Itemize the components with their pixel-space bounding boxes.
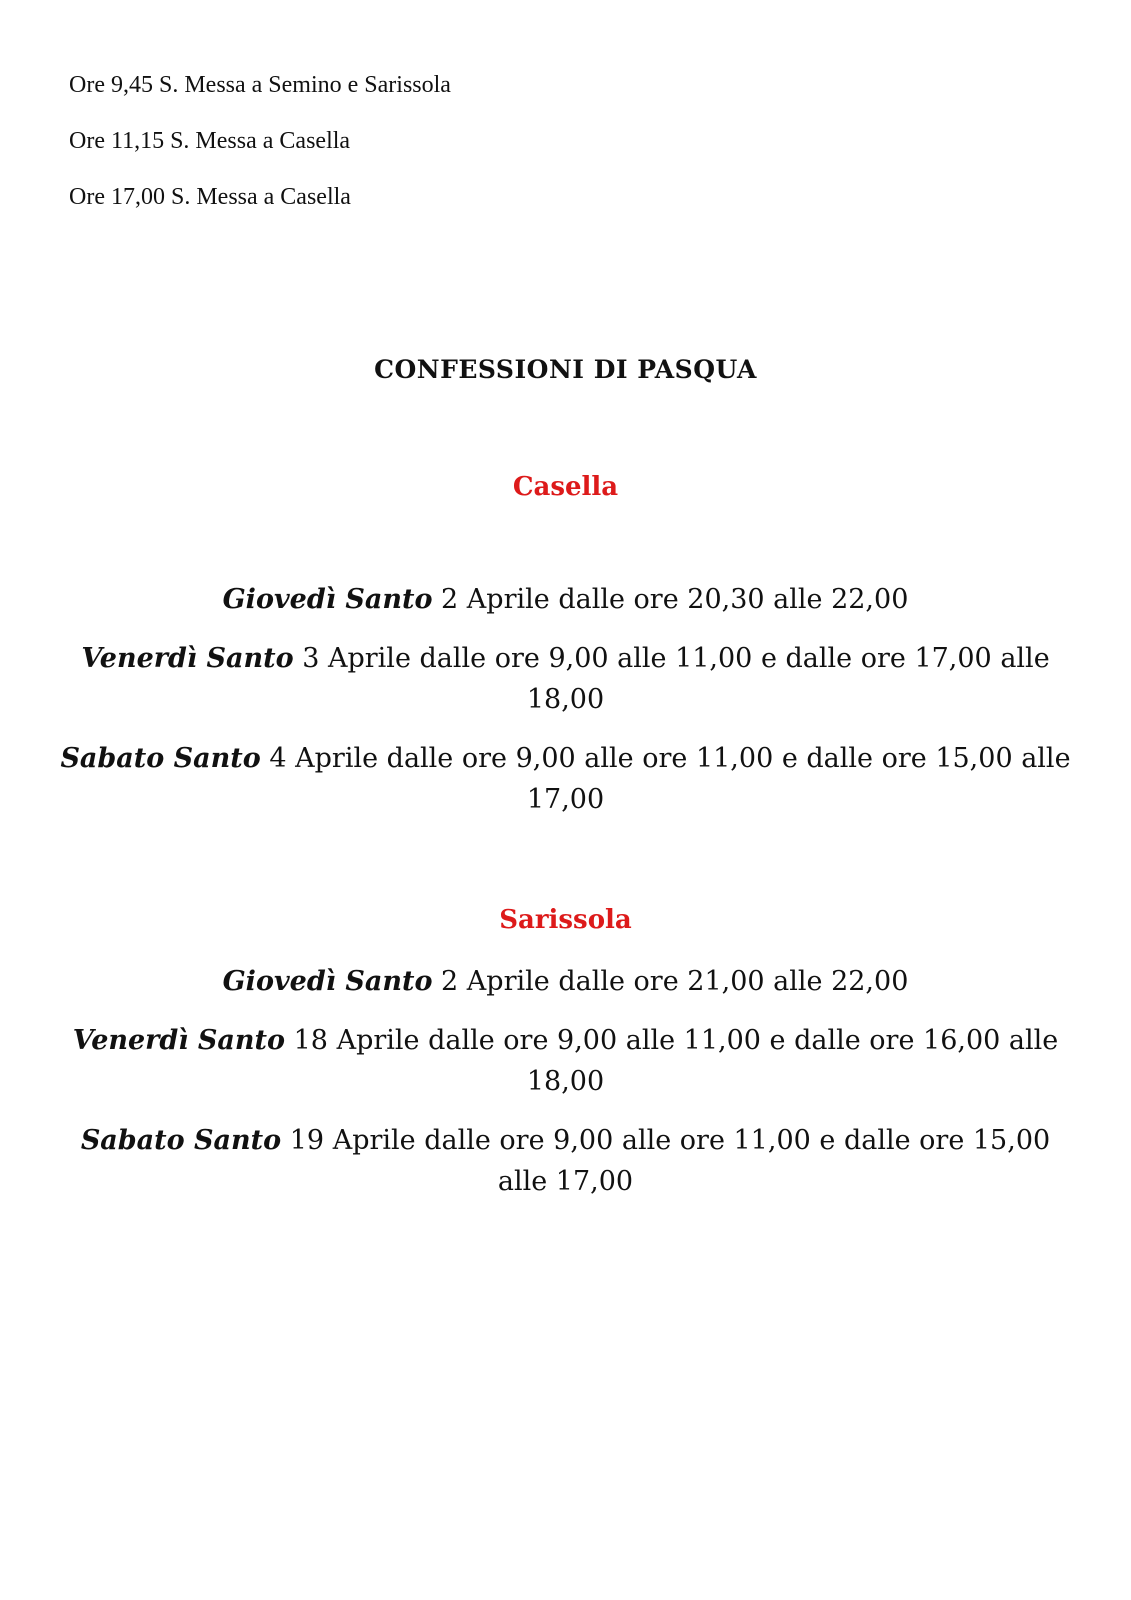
page-title: CONFESSIONI DI PASQUA — [374, 355, 757, 384]
entry-day: Giovedì Santo — [222, 584, 433, 615]
confession-entry — [60, 579, 1071, 620]
entry-day: Venerdì Santo — [72, 1025, 286, 1056]
entry-day: Sabato Santo — [80, 1125, 282, 1156]
section-heading-casella: Casella — [512, 472, 619, 502]
entry-time: 2 Aprile dalle ore 21,00 alle 22,00 — [432, 966, 909, 997]
entry-day: Sabato Santo — [60, 743, 261, 774]
entry-time: 18 Aprile dalle ore 9,00 alle 11,00 e dalle ore 16,00 alle 18,00 — [285, 1025, 1059, 1097]
confession-entry — [60, 1120, 1071, 1202]
confession-entry — [60, 961, 1071, 1002]
entry-time: 4 Aprile dalle ore 9,00 alle ore 11,00 e dalle ore 15,00 alle 17,00 — [260, 743, 1071, 815]
confession-entry — [60, 638, 1071, 720]
casella-confession-list — [60, 579, 1071, 838]
section-heading-sarissola: Sarissola — [499, 905, 632, 935]
mass-line: Ore 17,00 S. Messa a Casella — [69, 184, 351, 210]
sarissola-confession-list — [60, 961, 1071, 1220]
entry-day: Venerdì Santo — [81, 643, 294, 674]
mass-schedule — [69, 70, 451, 238]
entry-day: Giovedì Santo — [222, 966, 433, 997]
entry-time: 19 Aprile dalle ore 9,00 alle ore 11,00 e dalle ore 15,00 alle 17,00 — [281, 1125, 1051, 1197]
entry-time: 2 Aprile dalle ore 20,30 alle 22,00 — [432, 584, 909, 615]
confession-entry — [60, 1020, 1071, 1102]
confession-entry — [60, 738, 1071, 820]
entry-time: 3 Aprile dalle ore 9,00 alle 11,00 e dalle ore 17,00 alle 18,00 — [293, 643, 1050, 715]
mass-line: Ore 11,15 S. Messa a Casella — [69, 128, 351, 154]
mass-line: Ore 9,45 S. Messa a Semino e Sarissola — [69, 72, 451, 98]
